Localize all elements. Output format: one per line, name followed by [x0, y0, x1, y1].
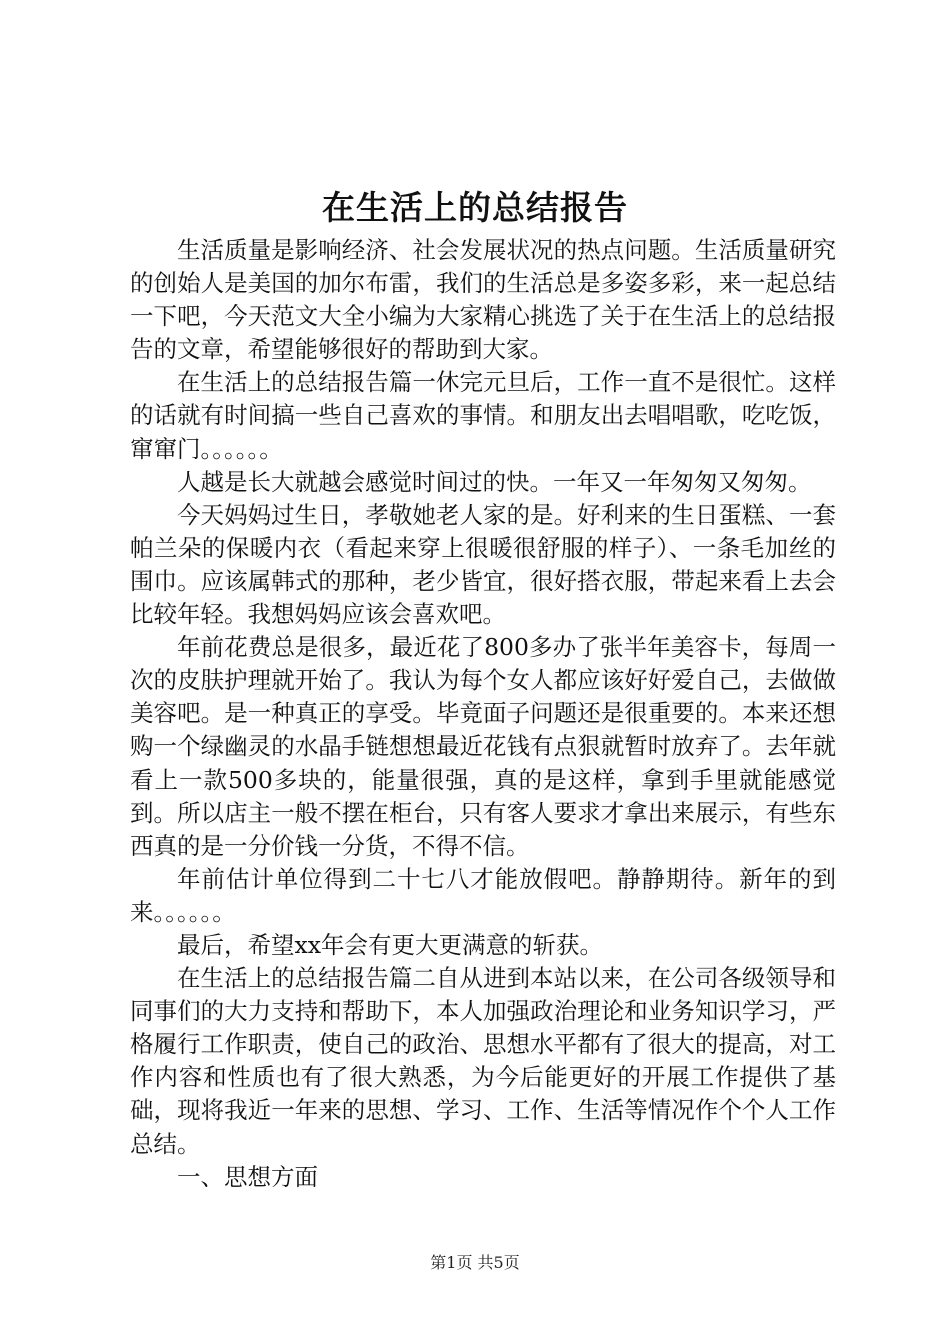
paragraph: 年前花费总是很多，最近花了800多办了张半年美容卡，每周一次的皮肤护理就开始了。我认为每个女人都应该好好爱自己，去做做美容吧。是一种真正的享受。毕竟面子问题还是很重要的。本来还想购一个绿幽灵的水晶手链想想最近花钱有点狠就暂时放弃了。去年就看上一款500多块的，能量很强，真的是这样，拿到手里就能感觉到。所以店主一般不摆在柜台，只有客人要求才拿出来展示，有些东西真的是一分价钱一分货，不得不信。 [130, 633, 836, 860]
paragraph: 在生活上的总结报告篇一休完元旦后，工作一直不是很忙。这样的话就有时间搞一些自己喜欢的事情。和朋友出去唱唱歌，吃吃饭，窜窜门。。。。。。 [130, 368, 836, 463]
paragraph: 年前估计单位得到二十七八才能放假吧。静静期待。新年的到来。。。。。。 [130, 864, 836, 926]
document-body [130, 234, 836, 1194]
document-title: 在生活上的总结报告 [322, 188, 628, 227]
paragraph: 人越是长大就越会感觉时间过的快。一年又一年匆匆又匆匆。 [177, 467, 812, 496]
paragraph: 生活质量是影响经济、社会发展状况的热点问题。生活质量研究的创始人是美国的加尔布雷，我们的生活总是多姿多彩，来一起总结一下吧，今天范文大全小编为大家精心挑选了关于在生活上的总结报告的文章，希望能够很好的帮助到大家。 [130, 236, 836, 364]
section-heading: 一、思想方面 [177, 1162, 318, 1191]
paragraph: 今天妈妈过生日，孝敬她老人家的是。好利来的生日蛋糕、一套帕兰朵的保暖内衣（看起来穿上很暖很舒服的样子）、一条毛加丝的围巾。应该属韩式的那种，老少皆宜，很好搭衣服，带起来看上去会比较年轻。我想妈妈应该会喜欢吧。 [130, 500, 836, 629]
paragraph: 在生活上的总结报告篇二自从进到本站以来，在公司各级领导和同事们的大力支持和帮助下，本人加强政治理论和业务知识学习，严格履行工作职责，使自己的政治、思想水平都有了很大的提高，对工作内容和性质也有了很大熟悉，为今后能更好的开展工作提供了基础，现将我近一年来的思想、学习、工作、生活等情况作个个人工作总结。 [130, 964, 836, 1158]
page-number-footer: 第1页 共5页 [430, 1253, 520, 1272]
paragraph: 最后，希望xx年会有更大更满意的斩获。 [177, 930, 604, 959]
